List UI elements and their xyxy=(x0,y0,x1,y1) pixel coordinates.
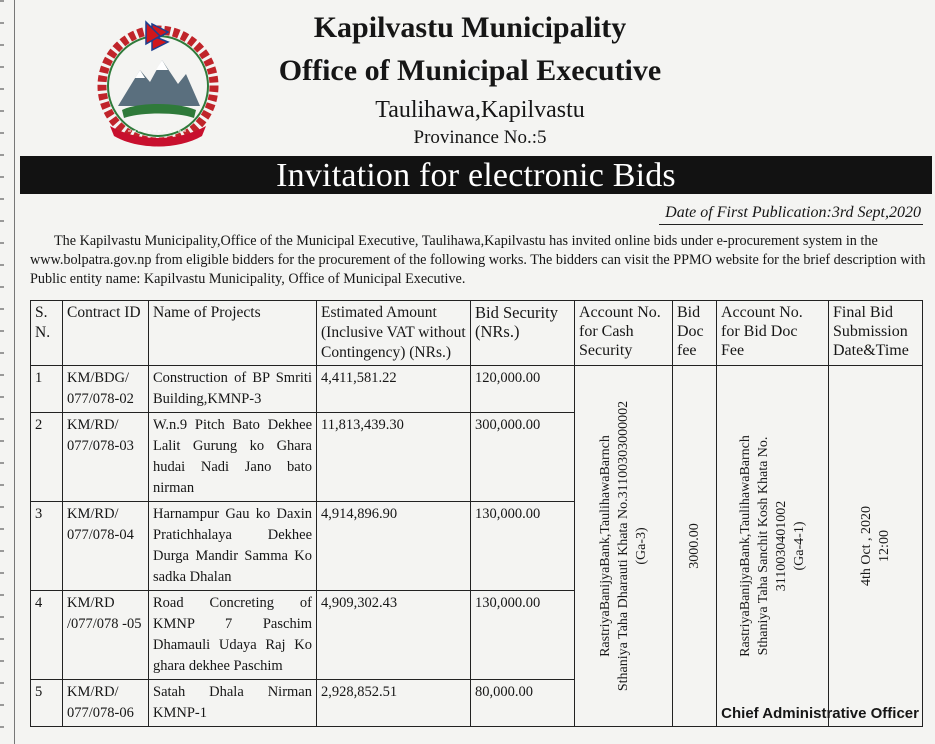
doc-fee-vertical xyxy=(685,523,703,569)
cell-bid-security: 130,000.00 xyxy=(471,591,575,680)
cell-account-cash xyxy=(575,366,673,727)
notice-title: Invitation for electronic Bids xyxy=(276,157,676,194)
cell-bid-security: 300,000.00 xyxy=(471,413,575,502)
doc-fee-value: 3000.00 xyxy=(686,523,702,569)
account-doc-bank: RastriyaBanijyaBank,TaulihawaBarnch xyxy=(737,435,753,657)
header-account-cash: Account No. for Cash Security xyxy=(575,301,673,366)
cell-sn: 2 xyxy=(31,413,63,502)
signatory-title: Chief Administrative Officer xyxy=(721,705,919,722)
cell-amount: 11,813,439.30 xyxy=(317,413,471,502)
office-address: Taulihawa,Kapilvastu xyxy=(375,97,585,123)
submission-time: 12:00 xyxy=(876,530,892,562)
submission-vertical xyxy=(858,506,894,586)
cell-bid-security: 130,000.00 xyxy=(471,502,575,591)
cell-contract-id: KM/RD /077/078 -05 xyxy=(63,591,149,680)
cell-sn: 1 xyxy=(31,366,63,413)
account-doc-code: (Ga-4-1) xyxy=(791,521,807,571)
cell-amount: 2,928,852.51 xyxy=(317,680,471,727)
cell-bid-security: 80,000.00 xyxy=(471,680,575,727)
cell-project: W.n.9 Pitch Bato Dekhee Lalit Gurung ko Ghara hudai Nadi Jano bato nirman xyxy=(149,413,317,502)
cell-bid-security: 120,000.00 xyxy=(471,366,575,413)
header-contract-id: Contract ID xyxy=(63,301,149,366)
cell-doc-fee xyxy=(673,366,717,727)
cell-amount: 4,914,896.90 xyxy=(317,502,471,591)
nepal-government-emblem-icon xyxy=(88,14,228,154)
header-amount: Estimated Amount (Inclusive VAT without Contingency) (NRs.) xyxy=(317,301,471,366)
cell-amount: 4,411,581.22 xyxy=(317,366,471,413)
cell-project: Harnampur Gau ko Daxin Pratichhalaya Dekhee Durga Mandir Samma Ko sadka Dhalan xyxy=(149,502,317,591)
header-project: Name of Projects xyxy=(149,301,317,366)
header-doc-fee: Bid Doc fee xyxy=(673,301,717,366)
page-edge-line xyxy=(14,0,15,744)
table-row xyxy=(31,366,923,413)
cell-contract-id: KM/RD/ 077/078-06 xyxy=(63,680,149,727)
cell-sn: 5 xyxy=(31,680,63,727)
intro-paragraph: The Kapilvastu Municipality,Office of the Municipal Executive, Taulihawa,Kapilvastu has invited online bids under e-procurement system in the www.bolpatra.gov.np from eligible bidders for the procurement of the following works. The bidders can visit the PPMO website for the brief description with Public entity name: Kapilvastu Municipality, Office of Municipal Executive. xyxy=(30,233,926,287)
table-header-row xyxy=(31,301,923,366)
cell-sn: 4 xyxy=(31,591,63,680)
bids-table xyxy=(30,300,923,727)
office-name: Office of Municipal Executive xyxy=(278,54,662,87)
account-cash-khata: Sthaniya Taha Dharauti Khata No.31100303000002 xyxy=(615,400,631,692)
account-doc-khata: Sthaniya Taha Sanchit Kosh Khata No. xyxy=(755,436,771,656)
cell-account-doc xyxy=(717,366,829,727)
header-sn: S. N. xyxy=(31,301,63,366)
cell-contract-id: KM/RD/ 077/078-04 xyxy=(63,502,149,591)
header-bid-security: Bid Security (NRs.) xyxy=(471,301,575,366)
publication-date: Date of First Publication:3rd Sept,2020 xyxy=(659,203,923,225)
province-line: Provinance No.:5 xyxy=(413,127,547,148)
cell-project: Satah Dhala Nirman KMNP-1 xyxy=(149,680,317,727)
account-cash-vertical xyxy=(597,401,651,691)
cell-project: Road Concreting of KMNP 7 Paschim Dhamauli Udaya Raj Ko ghara dekhee Paschim xyxy=(149,591,317,680)
cell-sn: 3 xyxy=(31,502,63,591)
account-cash-bank: RastriyaBanijyaBank,TaulihawaBarnch xyxy=(597,435,613,657)
account-cash-code: (Ga-3) xyxy=(633,527,649,565)
account-doc-vertical xyxy=(736,435,808,657)
cell-amount: 4,909,302.43 xyxy=(317,591,471,680)
cell-submission xyxy=(829,366,923,727)
submission-date: 4th Oct , 2020 xyxy=(858,505,874,587)
cell-project: Construction of BP Smriti Building,KMNP-3 xyxy=(149,366,317,413)
header-account-doc: Account No. for Bid Doc Fee xyxy=(717,301,829,366)
municipality-name: Kapilvastu Municipality xyxy=(313,11,627,44)
header-submission: Final Bid Submission Date&Time xyxy=(829,301,923,366)
account-doc-number: 3110030401002 xyxy=(773,500,789,592)
page-edge-marks xyxy=(0,0,4,744)
cell-contract-id: KM/RD/ 077/078-03 xyxy=(63,413,149,502)
cell-contract-id: KM/BDG/ 077/078-02 xyxy=(63,366,149,413)
